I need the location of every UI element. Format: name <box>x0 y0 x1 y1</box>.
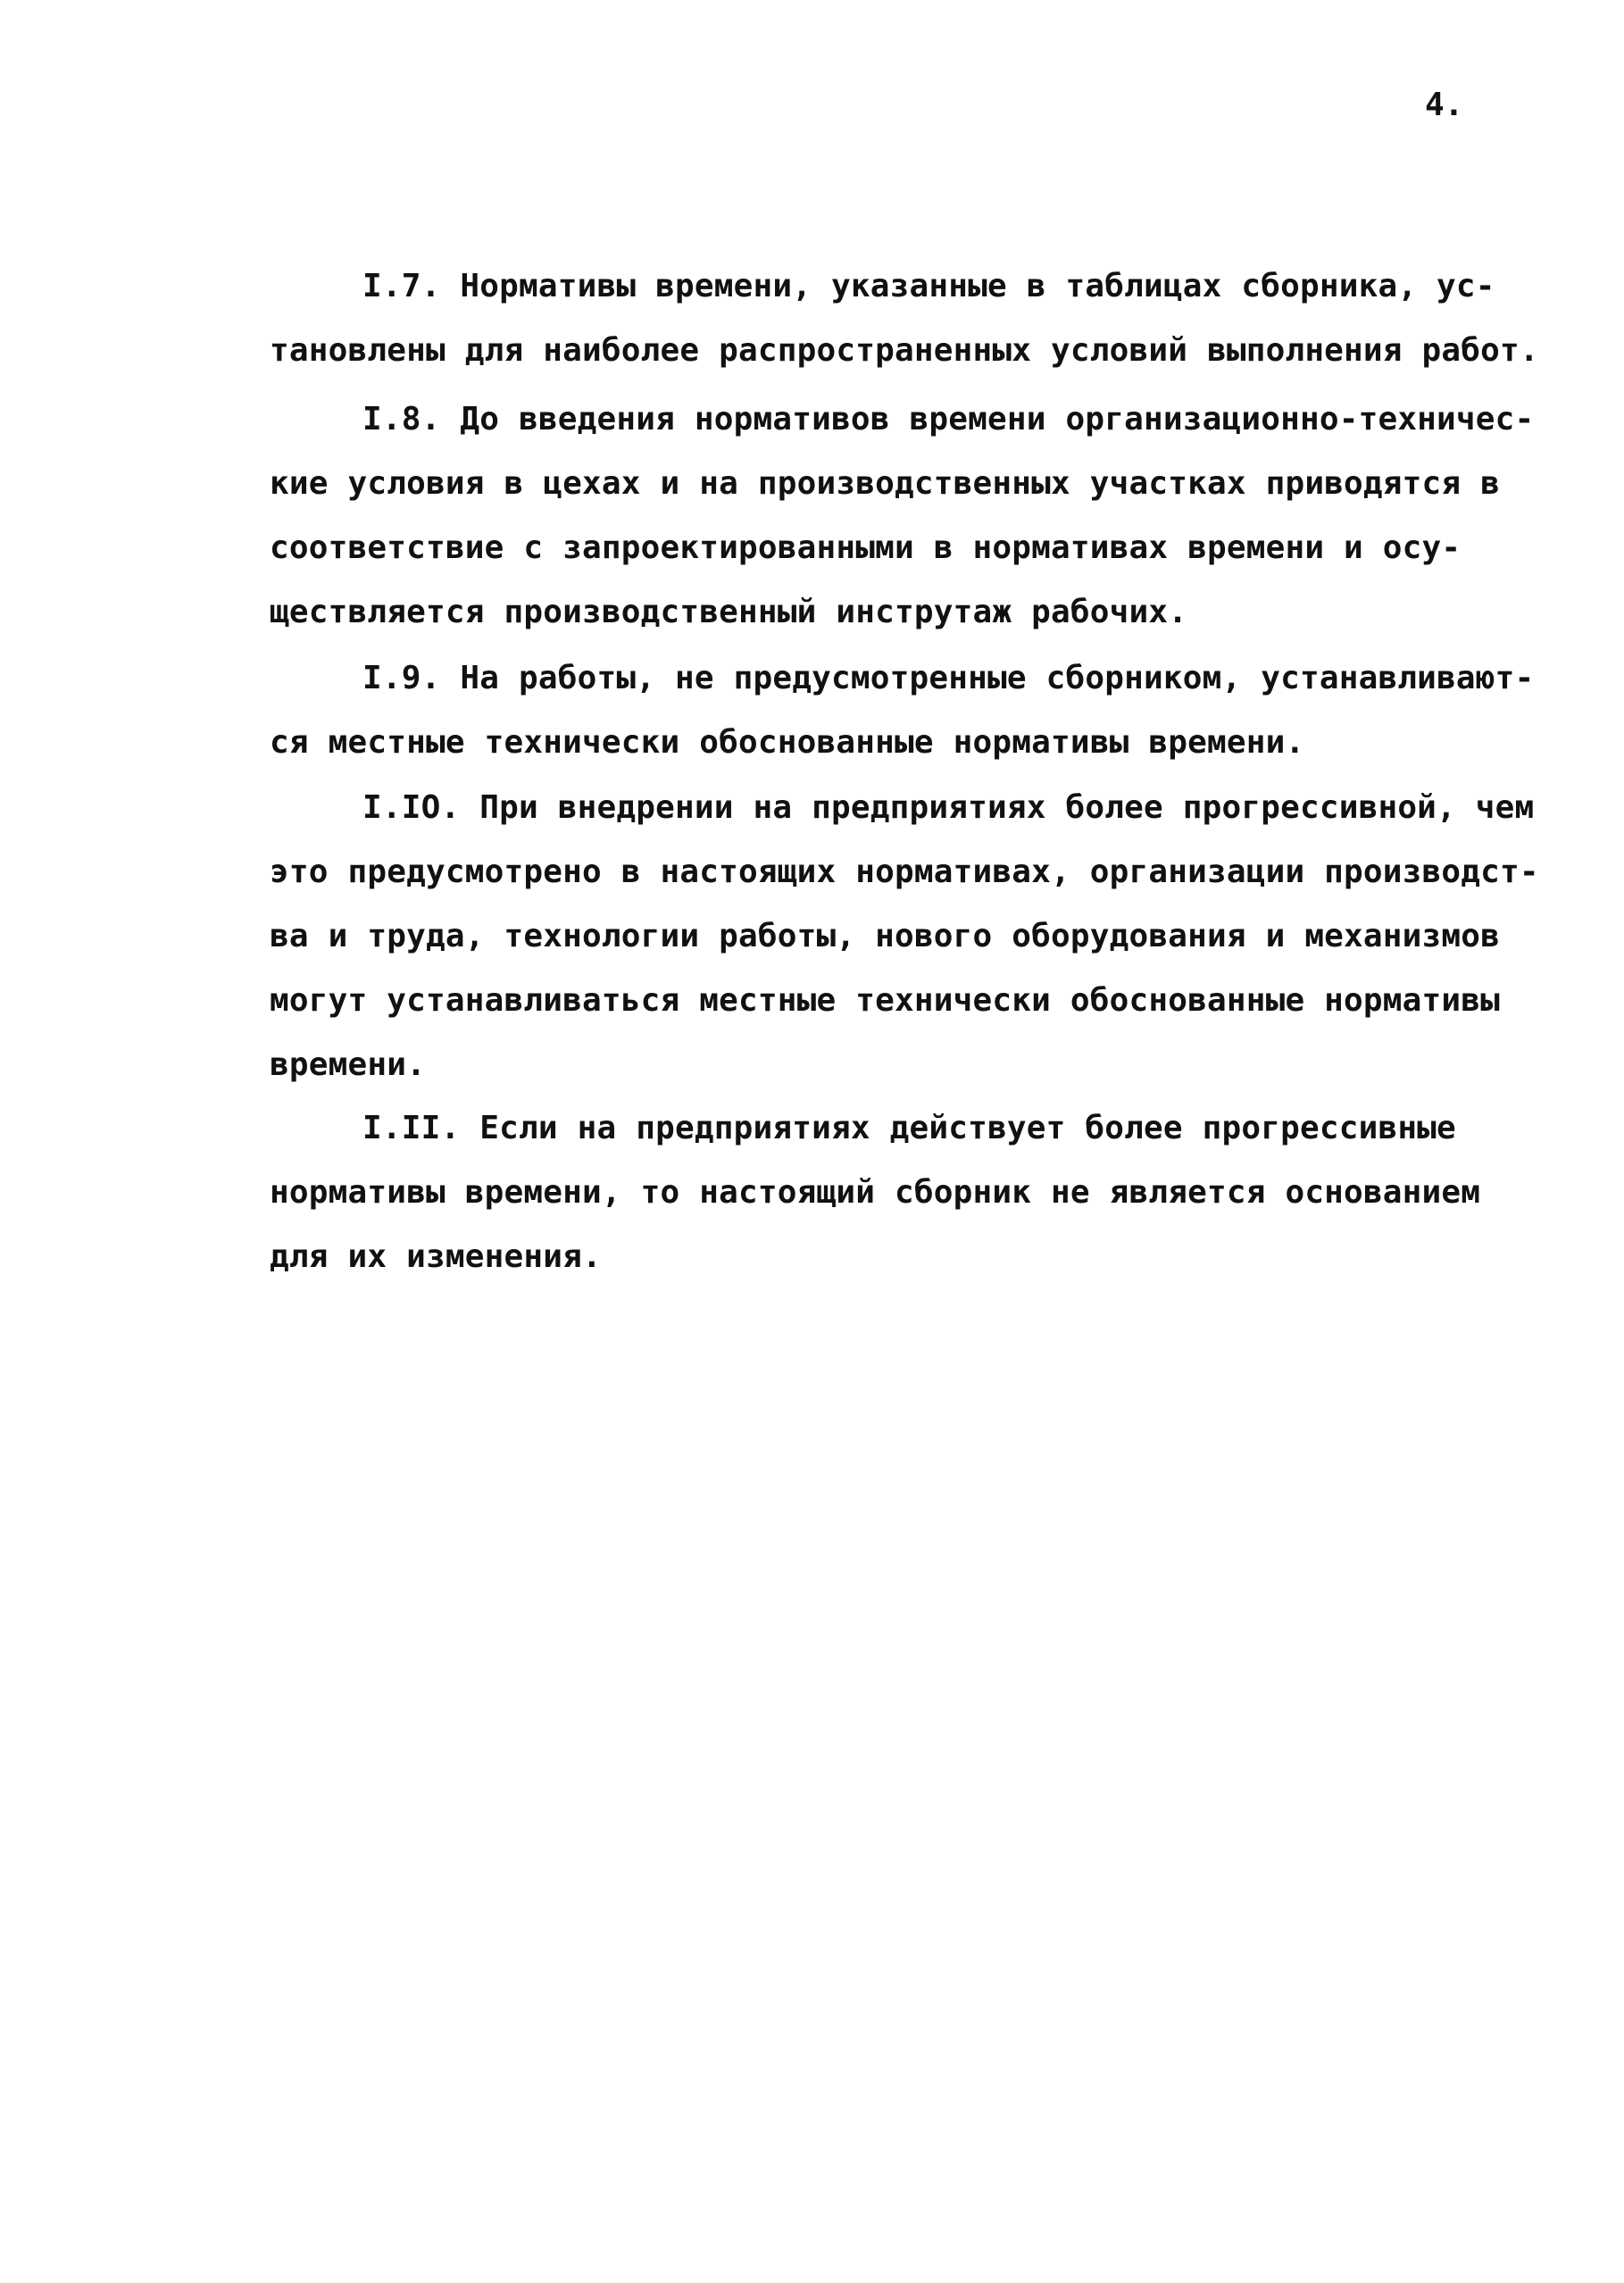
paragraph-4-line-1: I.IO. При внедрении на предприятиях более прогрессивной, чем <box>362 789 1535 826</box>
paragraph-2-line-4: ществляется производственный инструтаж рабочих. <box>270 594 1188 630</box>
paragraph-3-line-1: I.9. На работы, не предусмотренные сборником, устанавливают- <box>362 660 1535 696</box>
paragraph-1-line-1: I.7. Нормативы времени, указанные в таблицах сборника, ус- <box>362 268 1495 304</box>
paragraph-2-line-2: кие условия в цехах и на производственных участках приводятся в <box>270 465 1501 502</box>
paragraph-2-line-1: I.8. До введения нормативов времени организационно-техничес- <box>362 401 1535 437</box>
paragraph-1-line-2: тановлены для наиболее распространенных условий выполнения работ. <box>270 332 1539 369</box>
paragraph-4-line-3: ва и труда, технологии работы, нового оборудования и механизмов <box>270 918 1501 954</box>
page-number: 4. <box>1425 87 1464 123</box>
paragraph-5-line-1: I.II. Если на предприятиях действует более прогрессивные <box>362 1110 1456 1146</box>
paragraph-4-line-5: времени. <box>270 1046 426 1083</box>
paragraph-5-line-3: для их изменения. <box>270 1238 602 1275</box>
paragraph-2-line-3: соответствие с запроектированными в нормативах времени и осу- <box>270 529 1462 566</box>
paragraph-4-line-4: могут устанавливаться местные технически обоснованные нормативы <box>270 982 1501 1019</box>
paragraph-5-line-2: нормативы времени, то настоящий сборник не является основанием <box>270 1174 1481 1211</box>
paragraph-4-line-2: это предусмотрено в настоящих нормативах, организации производст- <box>270 854 1539 890</box>
paragraph-3-line-2: ся местные технически обоснованные нормативы времени. <box>270 724 1305 761</box>
